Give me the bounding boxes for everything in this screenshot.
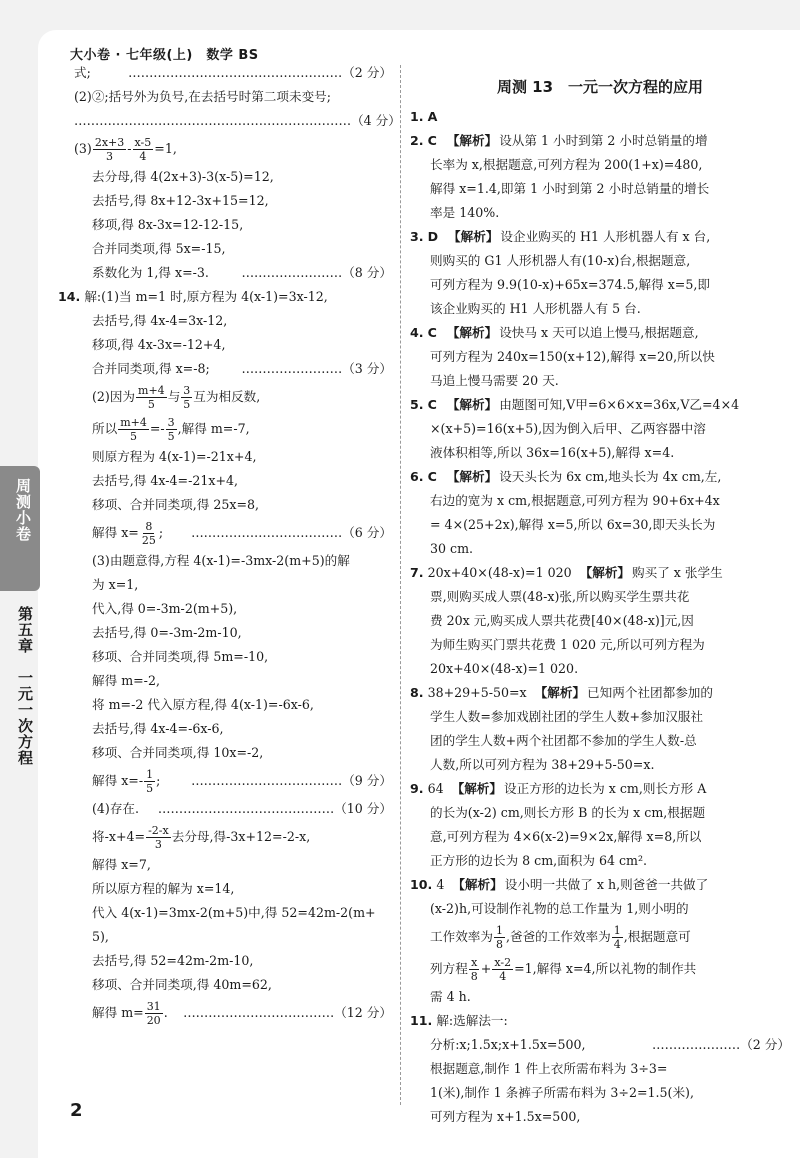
question-3: 3. D 【解析】 设企业购买的 H1 人形机器人有 x 台, [410,225,790,249]
answer-line: 系数化为 1,得 x=-3. ……………………（8 分） [92,265,392,280]
answer-line: (x-2)h,可设制作礼物的总工作量为 1,则小明的 [430,901,689,916]
analysis-tag: 【解析】 [579,565,631,580]
question-number: 11. [410,1013,433,1028]
answer-line: 移项、合并同类项,得 10x=-2, [92,745,264,760]
question-1 [410,105,790,129]
answer-line: (2)②;括号外为负号,在去括号时第二项未变号; [74,89,332,104]
answer-line: 去括号,得 4x-4=-6x-6, [92,721,224,736]
column-divider [400,65,401,1105]
answer-line: 移项、合并同类项,得 5m=-10, [92,649,269,664]
question-number: 10. [410,877,433,892]
answer-line: 所以原方程的解为 x=14, [92,881,235,896]
equation-line: 解得 x= $\frac{8}{25}$ ; ………………………………（6 分） [92,519,392,547]
answer-line: 费 20x 元,购买成人票共花费[40×(48-x)]元,因 [430,613,694,628]
answer-line: 移项、合并同类项,得 25x=8, [92,497,260,512]
equation-line: 列方程 $\frac{x}{8}$ + $\frac{x-2}{4}$ =1,解得 x=4,所以礼物的制作共 [430,955,697,983]
fraction: $\frac{1}{5}$ [146,767,154,795]
equation-line: 工作效率为 $\frac{1}{8}$ ,爸爸的工作效率为 $\frac{1}{4}$ ,根据题意可 [430,923,691,951]
question-2: 2. C 【解析】 设从第 1 小时到第 2 小时总销量的增 [410,129,790,153]
question-number: 6. [410,469,424,484]
answer-line: 去括号,得 8x+12-3x+15=12, [92,193,269,208]
answer-line: 解得 x=1.4,即第 1 小时到第 2 小时总销量的增长 [430,181,710,196]
question-number: 2. [410,133,424,148]
answer-line: 率是 140%. [430,205,500,220]
analysis-tag: 【解析】 [448,229,499,244]
fraction: $\frac{x}{8}$ [470,955,478,983]
analysis-tag: 【解析】 [451,781,502,796]
fraction: $\frac{-2-x}{3}$ [148,823,169,851]
answer-line: 为 x=1, [92,577,139,592]
analysis-tag: 【解析】 [446,325,498,340]
answer-line: (3)由题意得,方程 4(x-1)=-3mx-2(m+5)的解 [92,553,350,568]
answer-value: 20x+40×(48-x)=1 020 [427,565,572,580]
question-number: 1. [410,109,424,124]
answer-line: 30 cm. [430,541,474,556]
fraction: $\frac{1}{4}$ [613,923,621,951]
answer-line: (4)存在. ……………………………………（10 分） [92,801,392,816]
fraction: $\frac{3}{5}$ [167,415,175,443]
side-chapter-label: 第五章 一元一次方程 [16,606,34,766]
question-number: 7. [410,565,424,580]
question-4: 4. C 【解析】 设快马 x 天可以追上慢马,根据题意, [410,321,790,345]
answer-line: 意,可列方程为 4×6(x-2)=9×2x,解得 x=8,所以 [430,829,702,844]
answer-choice: C [427,469,437,484]
question-9: 9. 64 【解析】 设正方形的边长为 x cm,则长方形 A [410,777,790,801]
answer-line: 代入,得 0=-3m-2(m+5), [92,601,238,616]
answer-line: 票,则购买成人票(48-x)张,所以购买学生票共花 [430,589,690,604]
answer-line: 1(米),制作 1 条裤子所需布料为 3÷2=1.5(米), [430,1085,694,1100]
answer-value: 4 [436,877,445,892]
answer-line: 可列方程为 9.9(10-x)+65x=374.5,解得 x=5,即 [430,277,710,292]
equation-line: (3) $\frac{2x+3}{3}$ - $\frac{x-5}{4}$ =1, [74,135,177,163]
answer-line: 学生人数=参加戏剧社团的学生人数+参加汉服社 [430,709,703,724]
answer-line: …………………………………………………………（4 分） [74,113,401,128]
answer-choice: C [427,325,437,340]
answer-line: 可列方程为 x+1.5x=500, [430,1109,581,1124]
answer-line: 解得 x=7, [92,857,151,872]
question-number: 5. [410,397,424,412]
answer-line: 去分母,得 4(2x+3)-3(x-5)=12, [92,169,274,184]
side-tab-label: 周测小卷 [14,478,32,542]
fraction: $\frac{3}{5}$ [183,383,191,411]
answer-line: 5), [92,929,109,944]
left-column [58,61,401,1029]
equation-line: 解得 x=- $\frac{1}{5}$ ; ………………………………（9 分） [92,767,392,795]
answer-line: 将 m=-2 代入原方程,得 4(x-1)=-6x-6, [92,697,314,712]
answer-line: 式; ……………………………………………（2 分） [74,65,392,80]
analysis-tag: 【解析】 [446,397,498,412]
answer-line: 长率为 x,根据题意,可列方程为 200(1+x)=480, [430,157,703,172]
answer-line: 则原方程为 4(x-1)=-21x+4, [92,449,257,464]
analysis-tag: 【解析】 [446,133,498,148]
question-number: 14. [58,289,81,304]
answer-line: 马追上慢马需要 20 天. [430,373,559,388]
fraction: $\frac{m+4}{5}$ [138,383,165,411]
answer-line: 的长为(x-2) cm,则长方形 B 的长为 x cm,根据题 [430,805,706,820]
analysis-tag: 【解析】 [452,877,503,892]
page-header: 大小卷 · 七年级(上) 数学 BS [70,48,259,63]
equation-line: 所以 $\frac{m+4}{5}$ =- $\frac{3}{5}$ ,解得 m=-7, [92,415,250,443]
analysis-tag: 【解析】 [534,685,586,700]
question-7: 7. 20x+40×(48-x)=1 020 【解析】 购买了 x 张学生 [410,561,790,585]
answer-line: = 4×(25+2x),解得 x=5,所以 6x=30,即天头长为 [430,517,716,532]
fraction: $\frac{31}{20}$ [146,999,161,1027]
answer-line: 该企业购买的 H1 人形机器人有 5 台. [430,301,641,316]
answer-line: 需 4 h. [430,989,471,1004]
answer-line: 正方形的边长为 8 cm,面积为 64 cm². [430,853,648,868]
answer-line: 移项、合并同类项,得 40m=62, [92,977,272,992]
question-number: 3. [410,229,424,244]
fraction: $\frac{x-5}{4}$ [134,135,152,163]
answer-line: 移项,得 8x-3x=12-12-15, [92,217,244,232]
answer-line: 可列方程为 240x=150(x+12),解得 x=20,所以快 [430,349,715,364]
answer-line: 液体积相等,所以 36x=16(x+5),解得 x=4. [430,445,675,460]
answer-line: 人数,所以可列方程为 38+29+5-50=x. [430,757,655,772]
answer-line: 代入 4(x-1)=3mx-2(m+5)中,得 52=42m-2(m+ [92,905,376,920]
answer-line: 合并同类项,得 5x=-15, [92,241,226,256]
fraction: $\frac{m+4}{5}$ [120,415,147,443]
answer-line: 合并同类项,得 x=-8; ……………………（3 分） [92,361,392,376]
question-11: 11. 解:选解法一: [410,1009,790,1033]
answer-line: 20x+40×(48-x)=1 020. [430,661,579,676]
right-column [410,73,790,1129]
answer-line: 团的学生人数+两个社团都不参加的学生人数-总 [430,733,697,748]
fraction: $\frac{x-2}{4}$ [494,955,512,983]
equation-line: 将-x+4= $\frac{-2-x}{3}$ 去分母,得-3x+12=-2-x, [92,823,311,851]
question-number: 8. [410,685,424,700]
page-number: 2 [70,1100,83,1121]
answer-line: 分析:x;1.5x;x+1.5x=500, …………………（2 分） [430,1037,790,1052]
answer-line: 移项,得 4x-3x=-12+4, [92,337,226,352]
equation-line: 解得 m= $\frac{31}{20}$ . ………………………………（12 分） [92,999,392,1027]
section-title: 周测 13 一元一次方程的应用 [496,78,704,96]
question-5: 5. C 【解析】 由题图可知,V甲=6×6×x=36x,V乙=4×4 [410,393,790,417]
question-6: 6. C 【解析】 设天头长为 6x cm,地头长为 4x cm,左, [410,465,790,489]
answer-value: 38+29+5-50=x [427,685,527,700]
answer-choice: C [427,397,437,412]
answer-line: ×(x+5)=16(x+5),因为倒入后甲、乙两容器中溶 [430,421,706,436]
answer-line: 解得 m=-2, [92,673,160,688]
question-number: 4. [410,325,424,340]
answer-choice: A [427,109,438,124]
answer-line: 去括号,得 4x-4=-21x+4, [92,473,239,488]
question-8: 8. 38+29+5-50=x 【解析】 已知两个社团都参加的 [410,681,790,705]
answer-choice: C [427,133,437,148]
answer-line: 去括号,得 52=42m-2m-10, [92,953,254,968]
fraction: $\frac{8}{25}$ [141,519,156,547]
answer-choice: D [427,229,439,244]
question-number: 9. [410,781,424,796]
answer-line: 根据题意,制作 1 件上衣所需布料为 3÷3= [430,1061,668,1076]
equation-line: (2)因为 $\frac{m+4}{5}$ 与 $\frac{3}{5}$ 互为相反数, [92,383,261,411]
answer-line: 则购买的 G1 人形机器人有(10-x)台,根据题意, [430,253,691,268]
question-10: 10. 4 【解析】 设小明一共做了 x h,则爸爸一共做了 [410,873,790,897]
answer-value: 64 [427,781,444,796]
answer-line: 去括号,得 0=-3m-2m-10, [92,625,242,640]
answer-line: 为师生购买门票共花费 1 020 元,所以可列方程为 [430,637,705,652]
analysis-tag: 【解析】 [446,469,498,484]
answer-line: 去括号,得 4x-4=3x-12, [92,313,228,328]
fraction: $\frac{1}{8}$ [495,923,503,951]
question-14-line: 14. 解:(1)当 m=1 时,原方程为 4(x-1)=3x-12, [58,285,392,309]
fraction: $\frac{2x+3}{3}$ [94,135,125,163]
answer-line: 右边的宽为 x cm,根据题意,可列方程为 90+6x+4x [430,493,720,508]
